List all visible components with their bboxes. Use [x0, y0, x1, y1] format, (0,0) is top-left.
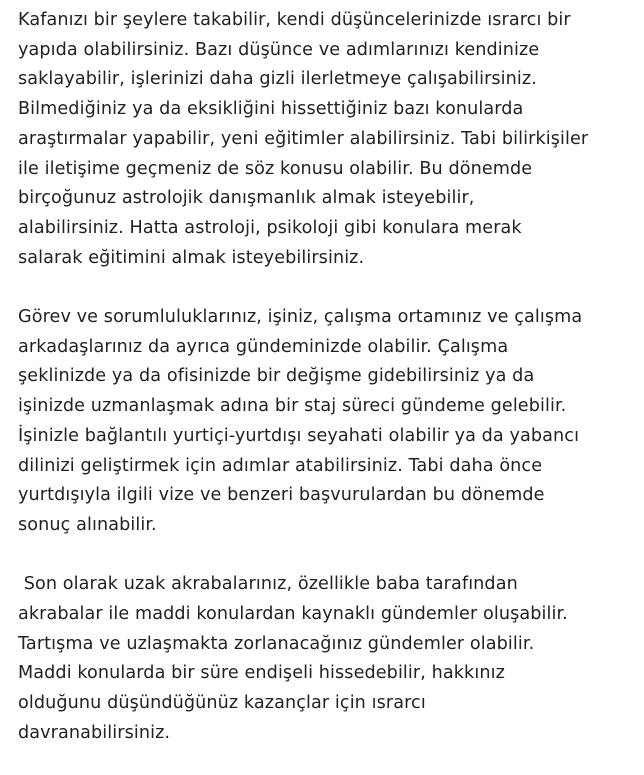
paragraph-3 — [18, 570, 640, 748]
text-line: birçoğunuz astrolojik danışmanlık almak isteyebilir, — [18, 188, 475, 209]
text-line: saklayabilir, işlerinizi daha gizli ilerletmeye çalışabilirsiniz. — [18, 69, 537, 90]
text-line: işinizde uzmanlaşmak adına bir staj süreci gündeme gelebilir. — [18, 396, 567, 417]
text-line: Bilmediğiniz ya da eksikliğini hissettiğiniz bazı konularda — [18, 99, 524, 120]
text-line: yurtdışıyla ilgili vize ve benzeri başvurulardan bu dönemde — [18, 485, 545, 506]
text-line: araştırmalar yapabilir, yeni eğitimler alabilirsiniz. Tabi bilirkişiler — [18, 128, 589, 149]
paragraph-1 — [18, 6, 640, 273]
text-line: arkadaşlarınız da ayrıca gündeminizde olabilir. Çalışma — [18, 336, 509, 357]
text-line: Tartışma ve uzlaşmakta zorlanacağınız gündemler olabilir. — [18, 633, 535, 654]
text-line: sonuç alınabilir. — [18, 514, 157, 535]
text-line: alabilirsiniz. Hatta astroloji, psikoloji gibi konulara merak — [18, 217, 522, 238]
text-line: Maddi konularda bir süre endişeli hissedebilir, hakkınız — [18, 663, 505, 684]
text-line: olduğunu düşündüğünüz kazançlar için ısrarcı — [18, 693, 426, 714]
text-line: salarak eğitimini almak isteyebilirsiniz. — [18, 247, 365, 268]
text-line: ile iletişime geçmeniz de söz konusu olabilir. Bu dönemde — [18, 158, 533, 179]
text-line: İşinizle bağlantılı yurtiçi-yurtdışı seyahati olabilir ya da yabancı — [18, 425, 580, 446]
text-line: şeklinizde ya da ofisinizde bir değişme gidebilirsiniz ya da — [18, 366, 535, 387]
text-line: Kafanızı bir şeylere takabilir, kendi düşüncelerinizde ısrarcı bir — [18, 10, 571, 30]
text-line: yapıda olabilirsiniz. Bazı düşünce ve adımlarınızı kendinize — [18, 39, 540, 60]
text-line: dilinizi geliştirmek için adımlar atabilirsiniz. Tabi daha önce — [18, 455, 543, 476]
document-body — [18, 6, 640, 749]
text-line: Görev ve sorumluluklarınız, işiniz, çalışma ortamınız ve çalışma — [18, 307, 583, 328]
text-line: Son olarak uzak akrabalarınız, özellikle baba tarafından — [18, 574, 518, 595]
text-line: davranabilirsiniz. — [18, 722, 171, 743]
paragraph-2 — [18, 303, 640, 541]
text-line: akrabalar ile maddi konulardan kaynaklı gündemler oluşabilir. — [18, 604, 568, 625]
